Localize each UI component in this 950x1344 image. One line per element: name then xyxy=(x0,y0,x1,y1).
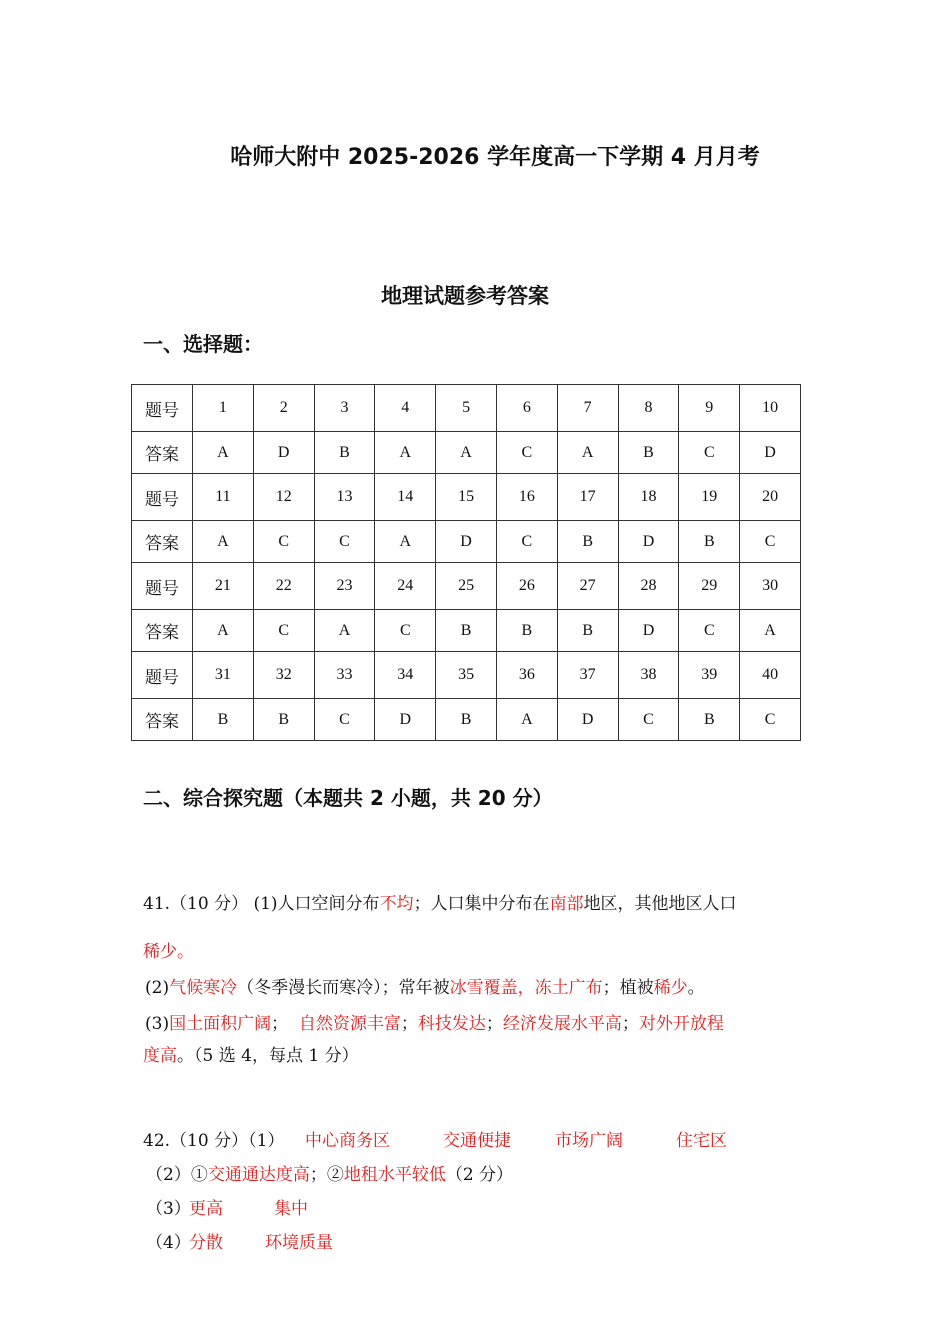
row-label-answer: 答案 xyxy=(132,610,193,652)
question-number-cell: 32 xyxy=(253,652,314,699)
answer-cell: A xyxy=(375,432,436,474)
question-number-cell: 30 xyxy=(740,563,801,610)
q41-answer-economy: 经济发展水平高 xyxy=(502,1014,622,1034)
question-number-cell: 40 xyxy=(740,652,801,699)
row-label-answer: 答案 xyxy=(132,432,193,474)
question-number-cell: 17 xyxy=(557,474,618,521)
q41-line4 xyxy=(145,1014,724,1034)
answer-cell: B xyxy=(193,699,254,741)
q41-text: ； xyxy=(400,1014,418,1034)
question-number-cell: 5 xyxy=(436,385,497,432)
table-row-question-numbers xyxy=(132,652,801,699)
answer-cell: B xyxy=(496,610,557,652)
table-row-question-numbers xyxy=(132,474,801,521)
section-heading-choice: 一、选择题： xyxy=(143,332,263,356)
q41-text: ；人口集中分布在 xyxy=(413,894,550,914)
answer-cell: B xyxy=(436,610,497,652)
q42-part2-label: （2）① xyxy=(146,1165,208,1185)
answer-cell: C xyxy=(679,432,740,474)
q41-text: （冬季漫长而寒冷）；常年被 xyxy=(237,978,450,998)
q42-answer-rent: 地租水平较低 xyxy=(343,1165,446,1185)
q42-answer-transport: 交通便捷 xyxy=(443,1131,511,1151)
answer-cell: A xyxy=(436,432,497,474)
q42-answer-residential: 住宅区 xyxy=(676,1131,727,1151)
q41-line1 xyxy=(143,894,737,914)
question-number-cell: 39 xyxy=(679,652,740,699)
q42-answer-concentrated: 集中 xyxy=(274,1199,308,1219)
q41-text: ； xyxy=(621,1014,639,1034)
answer-cell: C xyxy=(740,699,801,741)
table-row-answers xyxy=(132,521,801,563)
question-number-cell: 18 xyxy=(618,474,679,521)
answer-cell: D xyxy=(557,699,618,741)
question-number-cell: 20 xyxy=(740,474,801,521)
q41-prefix: 41.（10 分） (1)人口空间分布 xyxy=(143,894,380,914)
q41-part2-label: (2) xyxy=(145,978,170,998)
question-number-cell: 35 xyxy=(436,652,497,699)
q42-scoring-note: （2 分） xyxy=(445,1165,514,1185)
question-number-cell: 3 xyxy=(314,385,375,432)
q41-part3-label: (3) xyxy=(145,1014,170,1034)
answer-cell: C xyxy=(618,699,679,741)
question-number-cell: 14 xyxy=(375,474,436,521)
q41-answer-ice: 冰雪覆盖，冻土广布 xyxy=(449,978,603,998)
question-number-cell: 25 xyxy=(436,563,497,610)
question-number-cell: 28 xyxy=(618,563,679,610)
question-number-cell: 12 xyxy=(253,474,314,521)
q42-part3-label: （3） xyxy=(146,1199,191,1219)
q41-text: 。 xyxy=(687,978,705,998)
answer-cell: C xyxy=(496,432,557,474)
answer-cell: D xyxy=(618,521,679,563)
question-number-cell: 4 xyxy=(375,385,436,432)
answer-cell: B xyxy=(253,699,314,741)
table-row-question-numbers xyxy=(132,385,801,432)
answer-cell: B xyxy=(618,432,679,474)
answer-cell: D xyxy=(253,432,314,474)
answer-cell: C xyxy=(740,521,801,563)
answer-cell: A xyxy=(193,610,254,652)
question-number-cell: 6 xyxy=(496,385,557,432)
q41-text: ； xyxy=(271,1014,289,1034)
row-label-question: 题号 xyxy=(132,474,193,521)
table-row-question-numbers xyxy=(132,563,801,610)
question-number-cell: 27 xyxy=(557,563,618,610)
question-number-cell: 38 xyxy=(618,652,679,699)
answer-cell: D xyxy=(436,521,497,563)
question-number-cell: 33 xyxy=(314,652,375,699)
answer-cell: C xyxy=(496,521,557,563)
question-number-cell: 22 xyxy=(253,563,314,610)
question-number-cell: 21 xyxy=(193,563,254,610)
q42-line2 xyxy=(146,1165,513,1185)
answer-table xyxy=(131,384,801,741)
answer-cell: A xyxy=(740,610,801,652)
row-label-question: 题号 xyxy=(132,385,193,432)
question-number-cell: 31 xyxy=(193,652,254,699)
q42-line1 xyxy=(143,1131,284,1151)
answer-cell: C xyxy=(253,521,314,563)
table-row-answers xyxy=(132,699,801,741)
question-number-cell: 37 xyxy=(557,652,618,699)
q41-answer-uneven: 不均 xyxy=(379,894,414,914)
answer-cell: D xyxy=(740,432,801,474)
q41-answer-openness-end: 度高 xyxy=(143,1046,177,1066)
answer-cell: A xyxy=(557,432,618,474)
q41-text: 地区，其他地区人口 xyxy=(583,894,737,914)
question-number-cell: 24 xyxy=(375,563,436,610)
q41-answer-sparse: 稀少 xyxy=(653,978,688,998)
answer-cell: D xyxy=(375,699,436,741)
q42-answer-environment: 环境质量 xyxy=(265,1233,333,1253)
page-subtitle: 地理试题参考答案 xyxy=(381,284,549,308)
page-title: 哈师大附中 2025-2026 学年度高一下学期 4 月月考 xyxy=(230,145,760,170)
q42-answer-dispersed: 分散 xyxy=(189,1233,223,1253)
q41-line3 xyxy=(145,978,705,998)
q42-answer-higher: 更高 xyxy=(189,1199,223,1219)
answer-cell: B xyxy=(436,699,497,741)
question-number-cell: 29 xyxy=(679,563,740,610)
q41-answer-south: 南部 xyxy=(549,894,584,914)
question-number-cell: 16 xyxy=(496,474,557,521)
answer-cell: D xyxy=(618,610,679,652)
q42-prefix: 42.（10 分）（1） xyxy=(143,1131,285,1151)
question-number-cell: 15 xyxy=(436,474,497,521)
answer-cell: C xyxy=(253,610,314,652)
row-label-answer: 答案 xyxy=(132,699,193,741)
question-number-cell: 9 xyxy=(679,385,740,432)
q41-text: ；植被 xyxy=(602,978,654,998)
question-number-cell: 1 xyxy=(193,385,254,432)
question-number-cell: 36 xyxy=(496,652,557,699)
answer-cell: B xyxy=(314,432,375,474)
row-label-answer: 答案 xyxy=(132,521,193,563)
answer-cell: B xyxy=(557,610,618,652)
q42-answer-accessibility: 交通通达度高 xyxy=(207,1165,310,1185)
q42-answer-market: 市场广阔 xyxy=(555,1131,623,1151)
question-number-cell: 13 xyxy=(314,474,375,521)
question-number-cell: 8 xyxy=(618,385,679,432)
answer-cell: A xyxy=(314,610,375,652)
question-number-cell: 7 xyxy=(557,385,618,432)
q41-text: ； xyxy=(485,1014,503,1034)
q41-answer-tech: 科技发达 xyxy=(417,1014,486,1034)
q42-answer-cbd: 中心商务区 xyxy=(305,1131,390,1151)
answer-cell: B xyxy=(557,521,618,563)
table-row-answers xyxy=(132,432,801,474)
question-number-cell: 10 xyxy=(740,385,801,432)
q41-line5 xyxy=(143,1046,359,1066)
answer-cell: C xyxy=(314,521,375,563)
q41-answer-resources: 自然资源丰富 xyxy=(298,1014,401,1034)
section-heading-comprehensive: 二、综合探究题（本题共 2 小题，共 20 分） xyxy=(143,786,553,810)
question-number-cell: 26 xyxy=(496,563,557,610)
question-number-cell: 2 xyxy=(253,385,314,432)
q41-answer-area: 国土面积广阔 xyxy=(169,1014,272,1034)
answer-cell: C xyxy=(679,610,740,652)
question-number-cell: 34 xyxy=(375,652,436,699)
answer-cell: B xyxy=(679,699,740,741)
row-label-question: 题号 xyxy=(132,563,193,610)
answer-cell: C xyxy=(314,699,375,741)
row-label-question: 题号 xyxy=(132,652,193,699)
q42-part4-label: （4） xyxy=(146,1233,191,1253)
answer-cell: A xyxy=(375,521,436,563)
q42-text: ；② xyxy=(309,1165,344,1185)
answer-cell: C xyxy=(375,610,436,652)
answer-cell: A xyxy=(193,521,254,563)
table-row-answers xyxy=(132,610,801,652)
question-number-cell: 11 xyxy=(193,474,254,521)
question-number-cell: 19 xyxy=(679,474,740,521)
q41-answer-cold: 气候寒冷 xyxy=(169,978,238,998)
answer-cell: B xyxy=(679,521,740,563)
q41-scoring-note: 。（5 选 4，每点 1 分） xyxy=(177,1046,359,1066)
q41-line2: 稀少。 xyxy=(143,942,194,962)
question-number-cell: 23 xyxy=(314,563,375,610)
answer-cell: A xyxy=(193,432,254,474)
q41-answer-openness: 对外开放程 xyxy=(638,1014,724,1034)
answer-cell: A xyxy=(496,699,557,741)
